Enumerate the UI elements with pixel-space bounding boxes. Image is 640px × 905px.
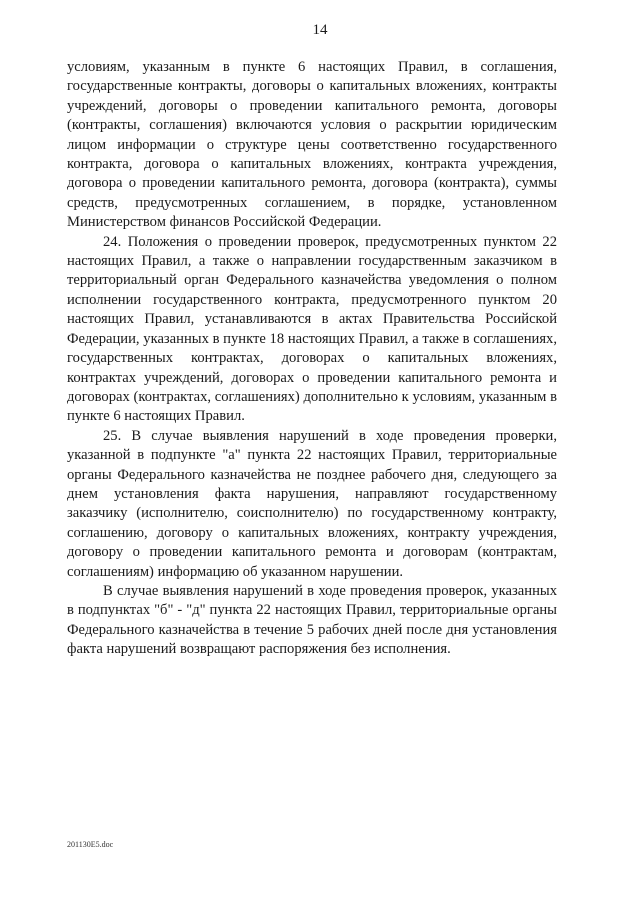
paragraph-continuation: условиям, указанным в пункте 6 настоящих Правил, в соглашения, государственные контракты, договоры о капитальных вложениях, контракты учреждений, договоры о проведении капитального ремонта, договоры (контракты, соглашения) включаются условия о раскрытии юридическим лицом информации о структуре цены соответственно государственного контракта, договора о капитальных вложениях, контракта учреждения, договора о проведении капитального ремонта, договора (контракта), суммы средств, предусмотренных соглашением, в порядке, установленном Министерством финансов Российской Федерации. — [67, 59, 557, 231]
page-number: 14 — [312, 22, 328, 38]
paragraph-25-second: В случае выявления нарушений в ходе проведения проверок, указанных в подпунктах "б" - "д" пункта 22 настоящих Правил, территориальные органы Федерального казначейства в течение 5 рабочих дней после дня установления факта нарушений возвращают распоряжения без исполнения. — [67, 582, 557, 658]
footer-file-code: 201130E5.doc — [67, 840, 114, 849]
paragraph-25: 25. В случае выявления нарушений в ходе проведения проверки, указанной в подпункте "а" пункта 22 настоящих Правил, территориальные органы Федерального казначейства не позднее рабочего дня, следующего за днем установления факта нарушения, направляют государственному заказчику (исполнителю, соисполнителю) по государственному контракту, соглашению, договору о капитальных вложениях, контракту учреждения, договору о проведении капитального ремонта и договорам (контрактам, соглашениям) информацию об указанном нарушении. — [67, 427, 557, 580]
document-body — [67, 58, 557, 660]
paragraph-24: 24. Положения о проведении проверок, предусмотренных пунктом 22 настоящих Правил, а также о направлении государственным заказчиком в территориальный орган Федерального казначейства уведомления о полном исполнении государственного контракта, предусмотренного пунктом 20 настоящих Правил, устанавливаются в актах Правительства Российской Федерации, указанных в пункте 18 настоящих Правил, а также в соглашениях, государственных контрактах, договорах о капитальных вложениях, контрактах учреждений, договорах о проведении капитального ремонта и договорах (контрактах, соглашениях) дополнительно к условиям, указанным в пункте 6 настоящих Правил. — [67, 233, 557, 425]
